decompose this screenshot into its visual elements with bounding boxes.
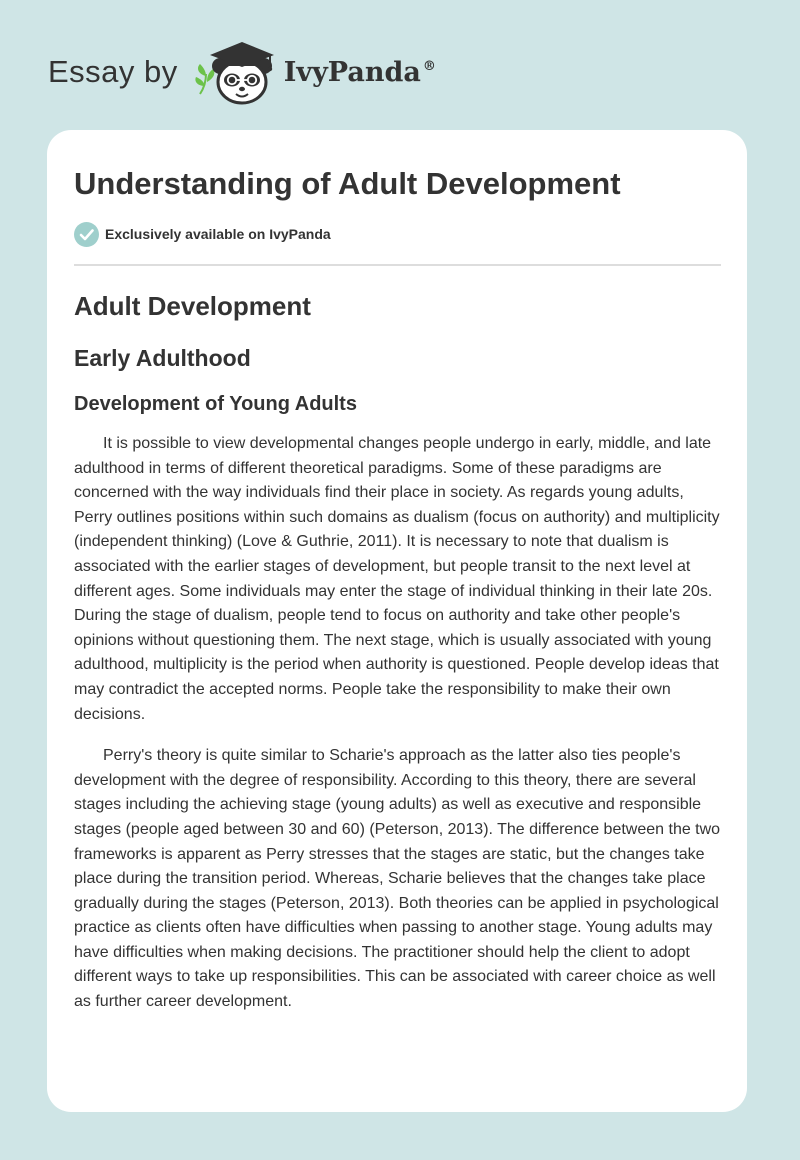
exclusive-badge: [74, 221, 721, 247]
subsubsection-heading: Development of Young Adults: [74, 393, 357, 415]
title-divider: [74, 264, 721, 266]
panda-graduation-cap-icon: [192, 36, 288, 108]
brand-prefix: Essay by: [48, 54, 178, 89]
essay-card: [47, 130, 747, 1112]
brand-name: [284, 57, 436, 88]
registered-mark: ®: [422, 58, 436, 74]
check-circle-icon: [74, 222, 99, 247]
paragraph: Perry's theory is quite similar to Scharie's approach as the latter also ties people's development with the degree of responsibility. According to this theory, there are several stages including the achieving stage (young adults) as well as executive and responsible stages (people aged between 30 and 60) (Peterson, 2013). The difference between the two frameworks is apparent as Perry stresses that the stages are static, but the changes take place during the transition period. Whereas, Scharie believes that the changes take place gradually during the stages (Peterson, 2013). Both theories can be applied in psychological practice as clients often have difficulties when passing to another stage. Young adults may have difficulties when making decisions. The practitioner should help the client to adopt different ways to take up responsibilities. This can be associated with career choice as well as further career development.: [74, 747, 721, 1011]
essay-title: Understanding of Adult Development: [74, 166, 621, 201]
paragraph: It is possible to view developmental changes people undergo in early, middle, and late adulthood in terms of different theoretical paradigms. Some of these paradigms are concerned with the way individuals find their place in society. As regards young adults, Perry outlines positions within such domains as dualism (focus on authority) and multiplicity (independent thinking) (Love & Guthrie, 2011). It is necessary to note that dualism is associated with the earlier stages of development, but people transit to the next level at different ages. Some individuals may enter the stage of individual thinking in their late 20s. During the stage of dualism, people tend to focus on authority and take other people's opinions without questioning them. The next stage, which is usually associated with young adulthood, multiplicity is the period when authority is questioned. People develop ideas that may contradict the accepted norms. People take the responsibility to make their own decisions.: [74, 435, 720, 723]
site-header-brand[interactable]: [48, 36, 436, 108]
section-heading: Adult Development: [74, 291, 311, 321]
subsection-heading: Early Adulthood: [74, 345, 251, 371]
brand-name-text: IvyPanda: [283, 56, 421, 88]
exclusive-badge-label: Exclusively available on IvyPanda: [105, 226, 331, 242]
